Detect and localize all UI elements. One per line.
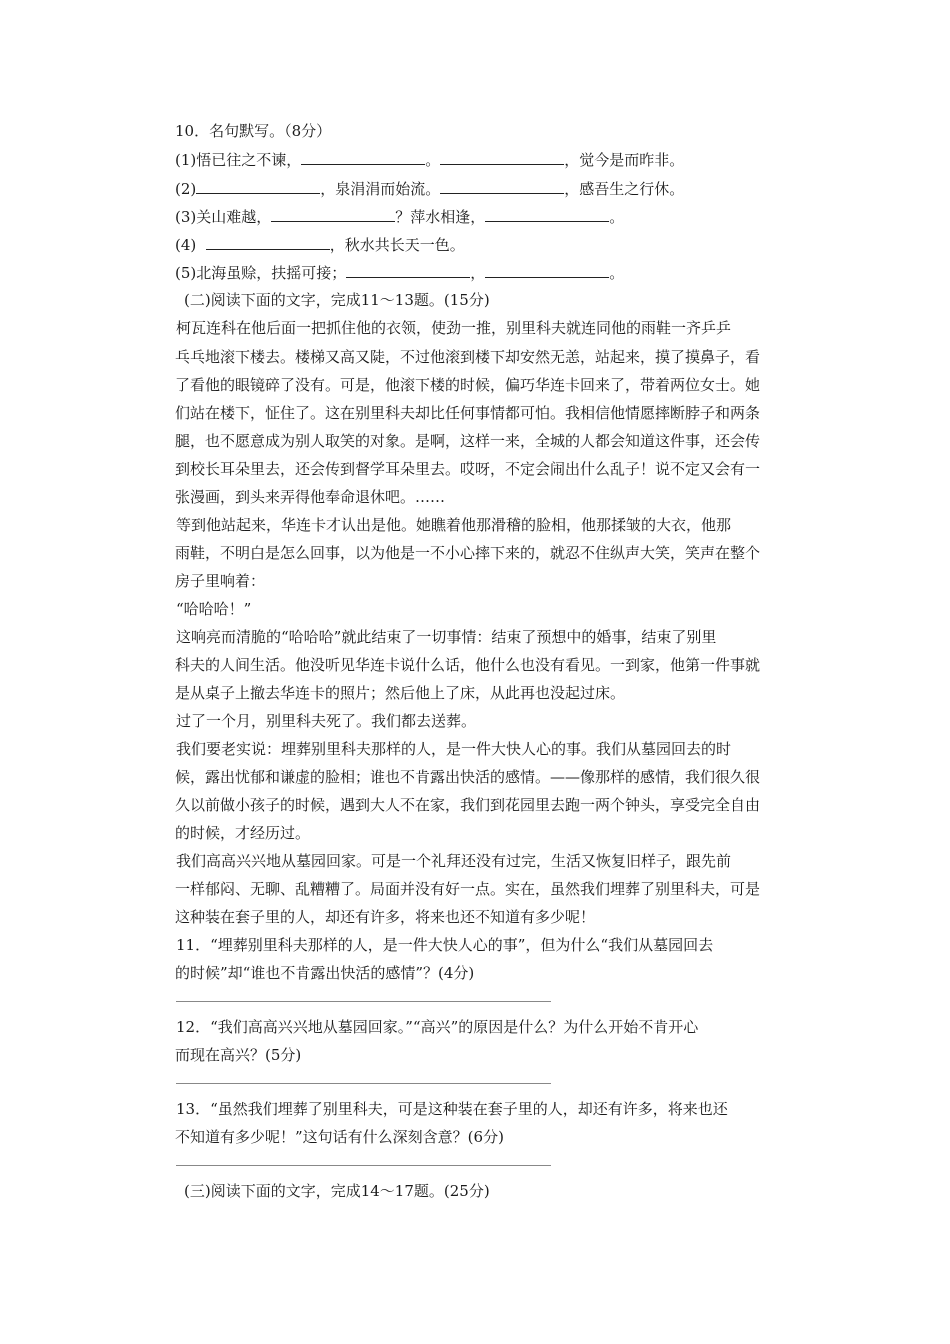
answer-blank[interactable]: [485, 263, 609, 278]
q10-item-1: [175, 150, 684, 170]
passage-line: 是从桌子上撤去华连卡的照片；然后他上了床，从此再也没起过床。: [175, 684, 626, 702]
passage-line: 等到他站起来，华连卡才认出是他。她瞧着他那滑稽的脸相，他那揉皱的大衣，他那: [176, 516, 732, 534]
q10-2-prefix: (2): [175, 180, 197, 198]
passage-line: 腿，也不愿意成为别人取笑的对象。是啊，这样一来，全城的人都会知道这件事，还会传: [175, 432, 761, 450]
passage-line: 乓乓地滚下楼去。楼梯又高又陡，不过他滚到楼下却安然无恙，站起来，摸了摸鼻子，看: [175, 348, 761, 366]
question-13-line-2: 不知道有多少呢！”这句话有什么深刻含意？(6分): [175, 1128, 504, 1146]
q10-5-mid: ，: [470, 264, 486, 282]
q10-1-mid: 。: [425, 151, 441, 169]
answer-blank[interactable]: [346, 263, 470, 278]
passage-line: 的时候，才经历过。: [175, 824, 311, 842]
q10-3-prefix: (3)关山难越，: [175, 208, 272, 226]
q10-item-5: [175, 263, 624, 283]
passage-line: 房子里响着：: [175, 572, 266, 590]
q10-4-suffix: ，秋水共长天一色。: [329, 236, 465, 254]
answer-blank[interactable]: [206, 235, 330, 250]
passage-line: 这响亮而清脆的“哈哈哈”就此结束了一切事情：结束了预想中的婚事，结束了别里: [176, 628, 717, 646]
answer-blank[interactable]: [440, 150, 564, 165]
answer-line[interactable]: [176, 1165, 551, 1166]
q10-2-mid: ，泉涓涓而始流。: [320, 180, 441, 198]
passage-line: 久以前做小孩子的时候，遇到大人不在家，我们到花园里去跑一两个钟头，享受完全自由: [175, 796, 761, 814]
passage-line: “哈哈哈！”: [176, 600, 252, 618]
question-12-line-2: 而现在高兴？(5分): [175, 1046, 302, 1064]
answer-blank[interactable]: [485, 207, 609, 222]
q10-4-prefix: (4): [175, 236, 206, 254]
q10-item-3: [175, 207, 624, 227]
q10-5-suffix: 。: [609, 264, 625, 282]
passage-line: 我们高高兴兴地从墓园回家。可是一个礼拜还没有过完，生活又恢复旧样子，跟先前: [176, 852, 732, 870]
q10-1-prefix: (1)悟已往之不谏，: [175, 151, 302, 169]
q10-1-suffix: ，觉今是而昨非。: [564, 151, 685, 169]
answer-line[interactable]: [176, 1001, 551, 1002]
q10-3-suffix: 。: [609, 208, 625, 226]
q10-5-prefix: (5)北海虽赊，扶摇可接；: [175, 264, 347, 282]
question-12-line-1: 12．“我们高高兴兴地从墓园回家。”“高兴”的原因是什么？为什么开始不肯开心: [176, 1018, 699, 1036]
passage-line: 了看他的眼镜碎了没有。可是，他滚下楼的时候，偏巧华连卡回来了，带着两位女士。她: [175, 376, 761, 394]
section-3-heading: (三)阅读下面的文字，完成14～17题。(25分): [184, 1182, 490, 1200]
passage-line: 张漫画，到头来弄得他奉命退休吧。……: [175, 488, 446, 506]
passage-line: 过了一个月，别里科夫死了。我们都去送葬。: [176, 712, 477, 730]
answer-blank[interactable]: [301, 150, 425, 165]
question-11-line-2: 的时候”却“谁也不肯露出快活的感情”？(4分): [175, 964, 475, 982]
section-2-heading: (二)阅读下面的文字，完成11～13题。(15分): [184, 291, 490, 309]
passage-line: 们站在楼下，怔住了。这在别里科夫却比任何事情都可怕。我相信他情愿摔断脖子和两条: [175, 404, 761, 422]
passage-line: 我们要老实说：埋葬别里科夫那样的人，是一件大快人心的事。我们从墓园回去的时: [176, 740, 732, 758]
question-11-line-1: 11．“埋葬别里科夫那样的人，是一件大快人心的事”，但为什么“我们从墓园回去: [176, 936, 714, 954]
passage-line: 候，露出忧郁和谦虚的脸相；谁也不肯露出快活的感情。——像那样的感情，我们很久很: [175, 768, 761, 786]
q10-item-2: [175, 179, 684, 199]
question-13-line-1: 13．“虽然我们埋葬了别里科夫，可是这种装在套子里的人，却还有许多，将来也还: [176, 1100, 728, 1118]
passage-line: 科夫的人间生活。他没听见华连卡说什么话，他什么也没有看见。一到家，他第一件事就: [175, 656, 761, 674]
answer-blank[interactable]: [196, 179, 320, 194]
q10-2-suffix: ，感吾生之行休。: [564, 180, 685, 198]
q10-item-4: [175, 235, 465, 255]
question-10-heading: 10．名句默写。（8分）: [175, 122, 332, 140]
answer-blank[interactable]: [440, 179, 564, 194]
answer-line[interactable]: [176, 1083, 551, 1084]
passage-line: 柯瓦连科在他后面一把抓住他的衣领，使劲一推，别里科夫就连同他的雨鞋一齐乒乒: [176, 319, 732, 337]
passage-line: 这种装在套子里的人，却还有许多，将来也还不知道有多少呢！: [175, 908, 596, 926]
answer-blank[interactable]: [271, 207, 395, 222]
passage-line: 到校长耳朵里去，还会传到督学耳朵里去。哎呀，不定会闹出什么乱子！说不定又会有一: [175, 460, 761, 478]
q10-3-mid: ？萍水相逢，: [395, 208, 486, 226]
passage-line: 一样郁闷、无聊、乱糟糟了。局面并没有好一点。实在，虽然我们埋葬了别里科夫，可是: [175, 880, 761, 898]
passage-line: 雨鞋，不明白是怎么回事，以为他是一不小心摔下来的，就忍不住纵声大笑，笑声在整个: [175, 544, 761, 562]
